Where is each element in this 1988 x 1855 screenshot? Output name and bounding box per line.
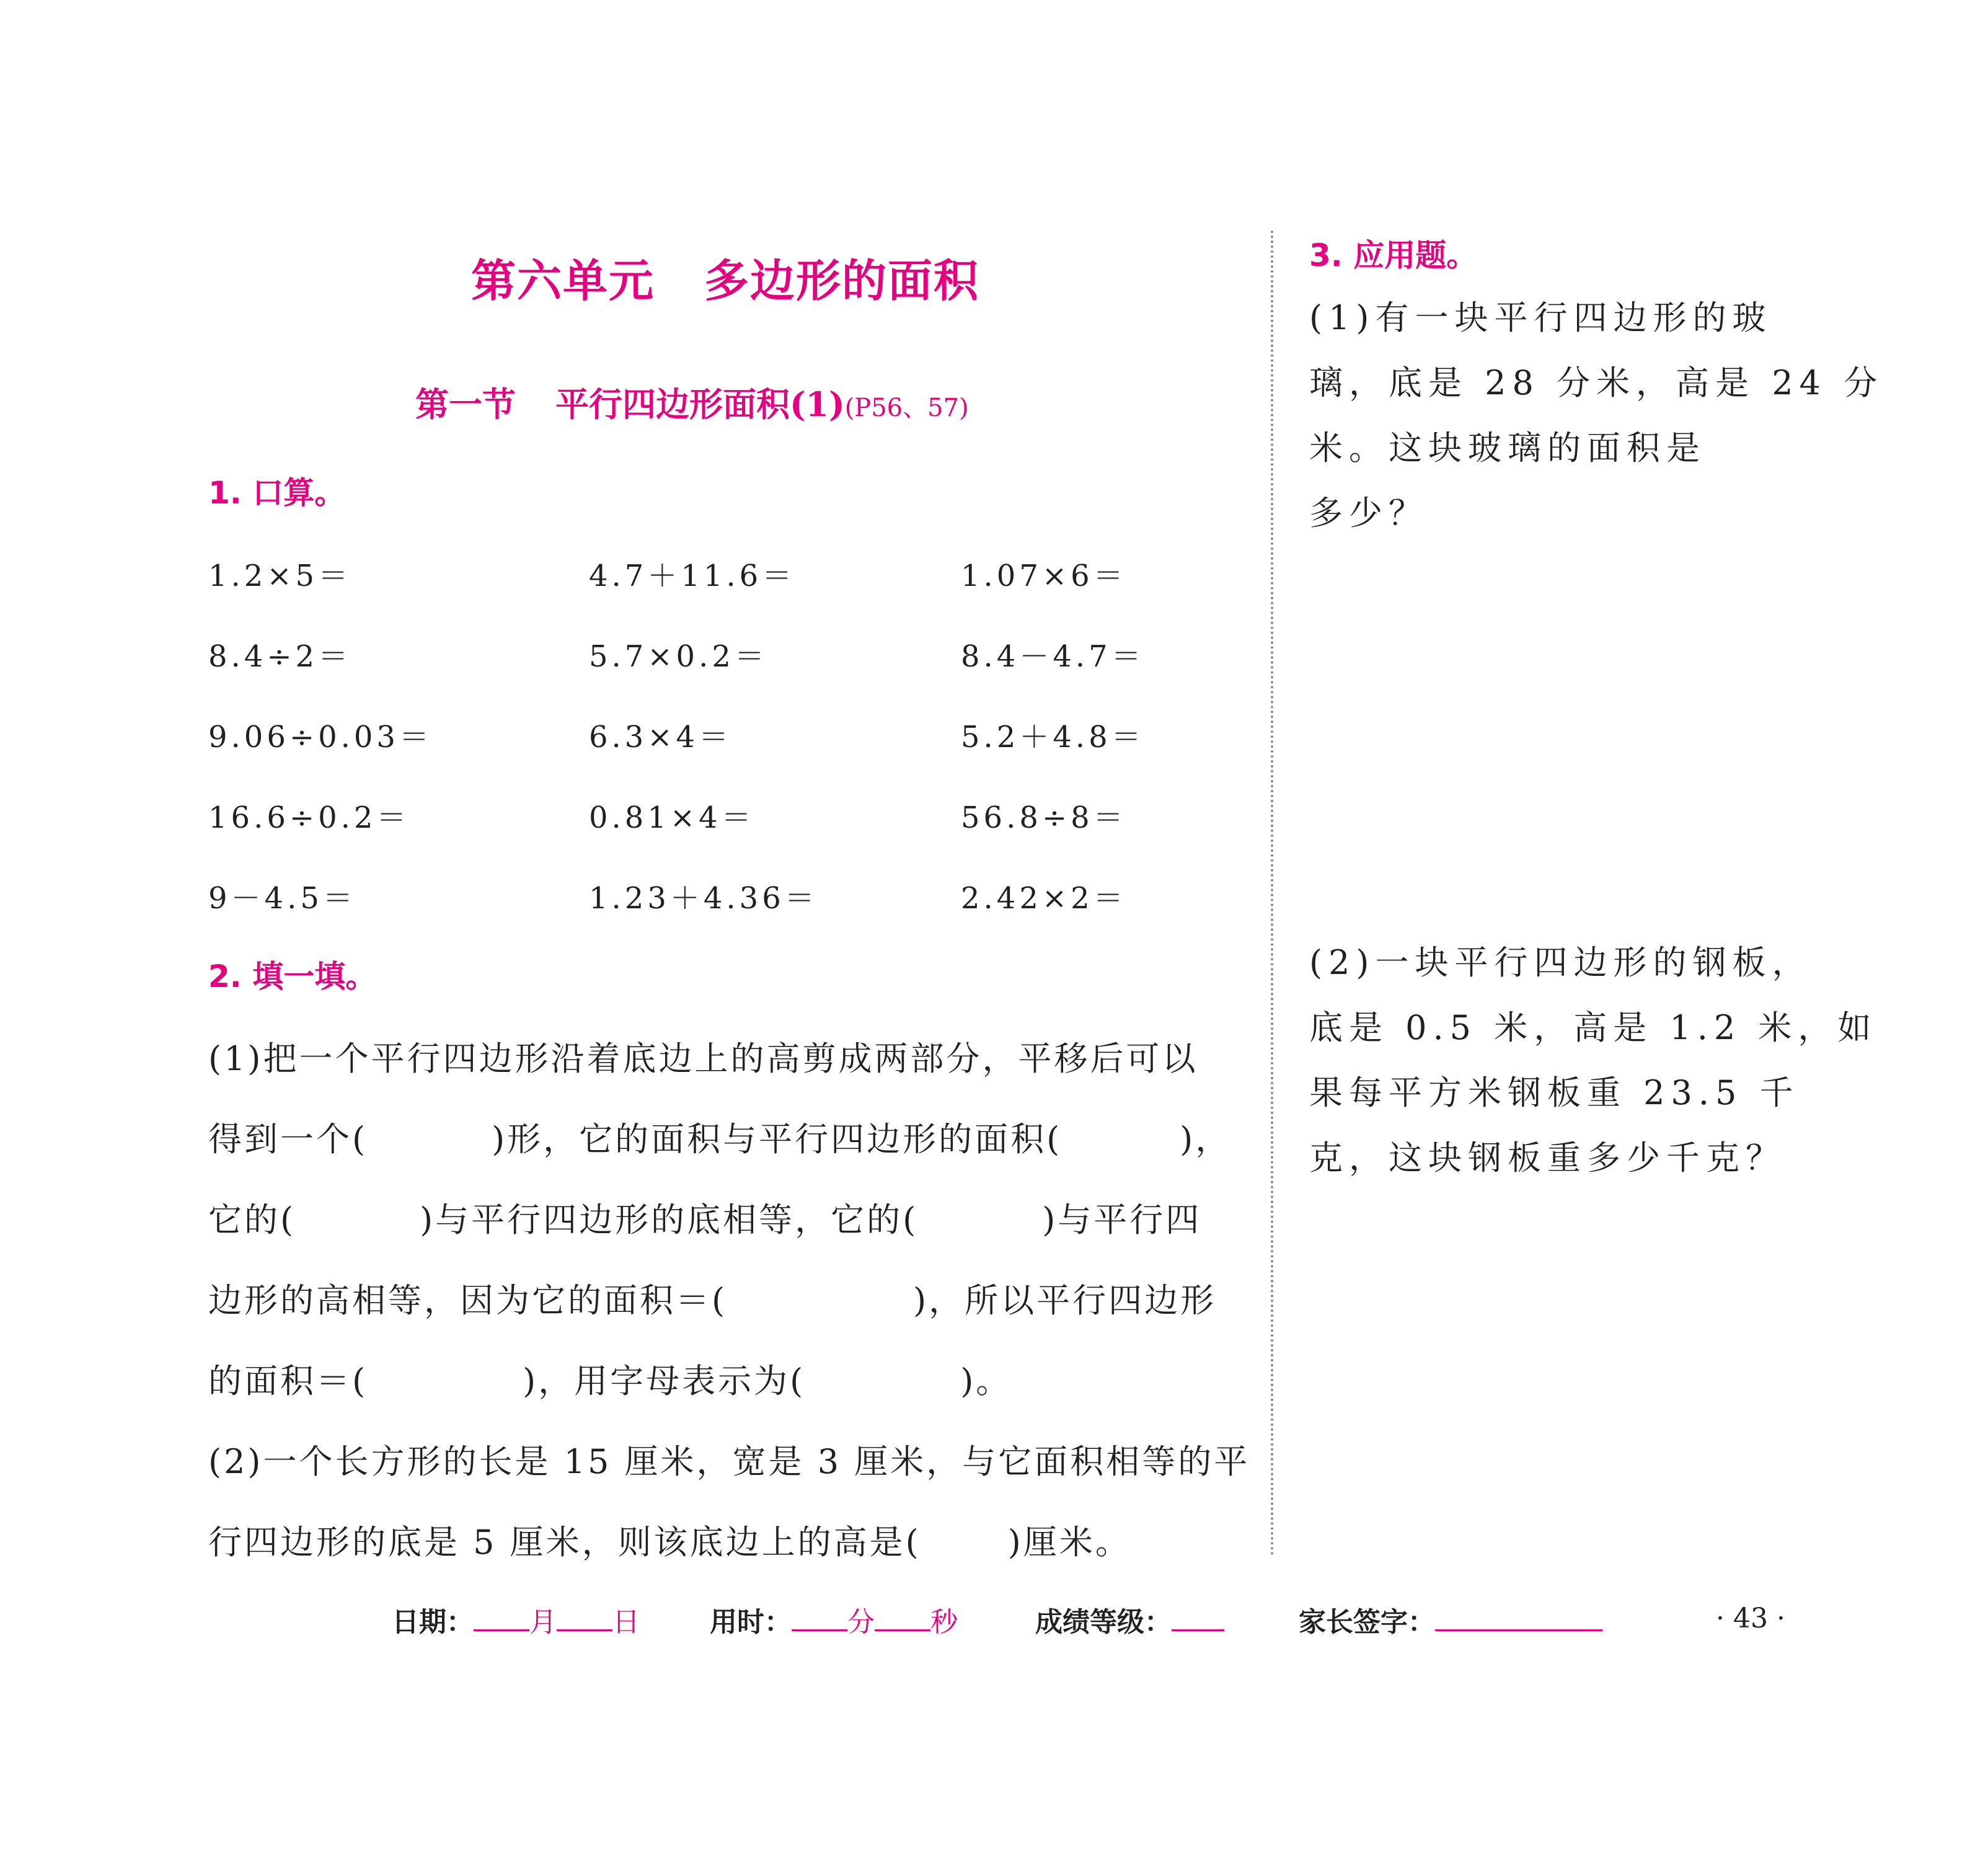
q3-heading: 3. 应用题。 (1309, 237, 1478, 273)
second-unit: 秒 (930, 1606, 958, 1638)
calc-item: 4.7＋11.6＝ (589, 559, 796, 593)
text-fragment: )，所以平行四边形 (913, 1281, 1217, 1320)
calc-item: 5.7×0.2＝ (589, 639, 768, 674)
month-field[interactable] (474, 1605, 529, 1631)
unit-name: 多边形的面积 (704, 254, 980, 307)
q3-p1-line: 多少？ (1309, 494, 1428, 533)
unit-title (471, 245, 980, 309)
second-field[interactable] (875, 1605, 930, 1631)
calc-item: 1.2×5＝ (208, 559, 352, 593)
calc-item: 9－4.5＝ (208, 881, 356, 916)
grade-label: 成绩等级： (1035, 1606, 1172, 1638)
grade-field[interactable] (1172, 1605, 1224, 1631)
calc-item: 56.8÷8＝ (961, 800, 1127, 835)
minute-unit: 分 (847, 1606, 875, 1638)
text-fragment: 行四边形的底是 5 厘米，则该底边上的高是( (208, 1523, 921, 1562)
text-fragment: )与平行四边形的底相等，它的( (420, 1200, 919, 1239)
q2-p1-line1: (1)把一个平行四边形沿着底边上的高剪成两部分，平移后可以 (208, 1039, 1198, 1078)
q3-p2-line: 克，这块钢板重多少千克？ (1309, 1138, 1785, 1177)
page-number: · 43 · (1716, 1603, 1785, 1634)
calc-item: 16.6÷0.2＝ (208, 800, 410, 835)
text-fragment: 的面积＝( (208, 1361, 368, 1401)
q3-p2-line: 底是 0.5 米，高是 1.2 米，如 (1309, 1008, 1878, 1047)
q3-p1-line: 璃，底是 28 分米，高是 24 分 (1309, 363, 1884, 402)
calc-item: 8.4÷2＝ (208, 639, 352, 674)
q3-p1-line: (1)有一块平行四边形的玻 (1309, 298, 1772, 337)
text-fragment: )， (1180, 1120, 1232, 1159)
section-title (415, 378, 969, 426)
q2-p1-line5 (208, 1355, 1012, 1402)
q2-p2-line2 (208, 1516, 1131, 1564)
calc-item: 8.4－4.7＝ (961, 639, 1145, 674)
parent-signature-field[interactable] (1435, 1605, 1602, 1631)
q2-p2-line1: (2)一个长方形的长是 15 厘米，宽是 3 厘米，与它面积相等的平 (208, 1442, 1250, 1481)
text-fragment: 边形的高相等，因为它的面积＝( (208, 1281, 728, 1320)
parent-signature-label: 家长签字： (1299, 1606, 1435, 1638)
text-fragment: )，用字母表示为( (523, 1361, 806, 1401)
q2-p1-line2 (208, 1113, 1231, 1161)
q2-p1-line4 (208, 1274, 1216, 1322)
section-label: 第一节 (415, 384, 516, 424)
text-fragment: )厘米。 (1007, 1523, 1131, 1562)
footer-time (710, 1600, 958, 1639)
calc-item: 5.2＋4.8＝ (961, 720, 1145, 755)
text-fragment: 它的( (208, 1200, 296, 1239)
month-unit: 月 (529, 1606, 557, 1638)
calc-item: 9.06÷0.03＝ (208, 720, 433, 755)
section-pages: (P56、57) (844, 394, 969, 422)
calc-item: 6.3×4＝ (589, 720, 733, 755)
text-fragment: 得到一个( (208, 1120, 368, 1159)
minute-field[interactable] (792, 1605, 847, 1631)
q1-heading: 1. 口算。 (208, 475, 346, 511)
calc-item: 0.81×4＝ (589, 800, 755, 835)
q3-p1-line: 米。这块玻璃的面积是 (1309, 428, 1706, 467)
footer-parent-signature (1299, 1600, 1602, 1639)
date-label: 日期： (392, 1606, 474, 1638)
text-fragment: )。 (960, 1361, 1012, 1401)
footer-date (392, 1600, 640, 1639)
q3-p2-line: 果每平方米钢板重 23.5 千 (1309, 1073, 1800, 1112)
q2-p1-line3 (208, 1193, 1201, 1241)
calc-item: 1.07×6＝ (961, 559, 1127, 593)
text-fragment: )与平行四 (1042, 1200, 1202, 1239)
day-unit: 日 (612, 1606, 640, 1638)
calc-item: 1.23＋4.36＝ (589, 881, 818, 916)
section-name: 平行四边形面积(1) (555, 384, 845, 424)
column-divider (1271, 231, 1273, 1556)
footer-grade (1035, 1600, 1224, 1639)
text-fragment: )形，它的面积与平行四边形的面积( (492, 1120, 1062, 1159)
day-field[interactable] (557, 1605, 612, 1631)
calc-item: 2.42×2＝ (961, 881, 1127, 916)
q2-heading: 2. 填一填。 (208, 958, 377, 994)
unit-label: 第六单元 (471, 254, 655, 307)
q3-p2-line: (2)一块平行四边形的钢板， (1309, 943, 1812, 982)
time-label: 用时： (710, 1606, 792, 1638)
